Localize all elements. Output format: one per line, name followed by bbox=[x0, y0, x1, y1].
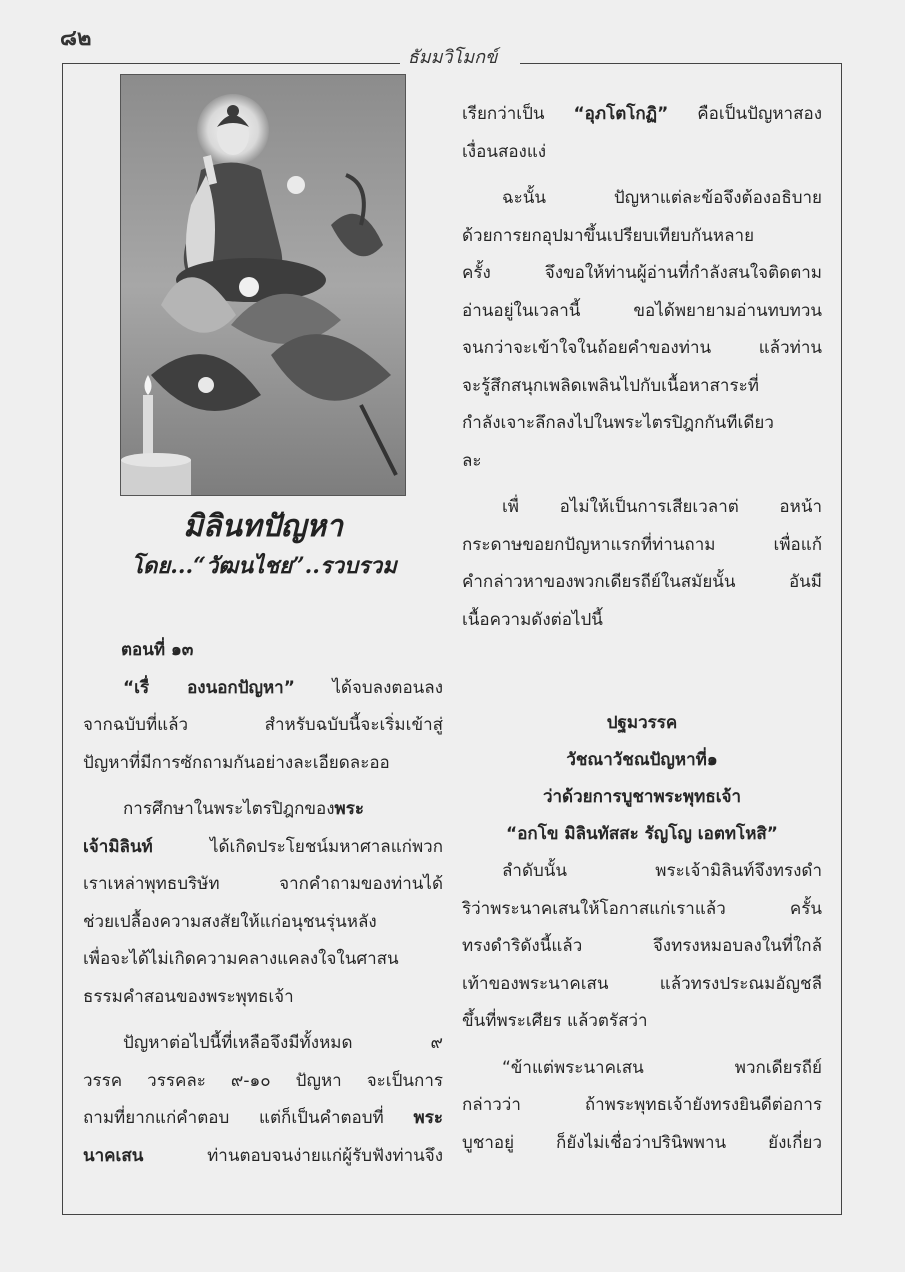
journal-title: ธัมมวิโมกข์ bbox=[407, 47, 498, 68]
paragraph-line: จะรู้สึกสนุกเพลิดเพลินไปกับเนื้อหาสาระที่ bbox=[462, 375, 759, 396]
paragraph-line: กล่าวว่า ถ้าพระพุทธเจ้ายังทรงยินดีต่อการ bbox=[462, 1095, 822, 1115]
paragraph-line: คำกล่าวหาของพวกเดียรถีย์ในสมัยนั้น อันมี bbox=[462, 572, 822, 592]
paragraph-line: “เรื่ องนอกปัญหา” ได้จบลงตอนลง bbox=[123, 677, 443, 698]
paragraph-line: “ข้าแต่พระนาคเสน พวกเดียรถีย์ bbox=[502, 1057, 822, 1078]
right-column bbox=[462, 96, 822, 1162]
chapter-topic: ว่าด้วยการบูชาพระพุทธเจ้า bbox=[542, 787, 742, 807]
paragraph-line: บูชาอยู่ ก็ยังไม่เชื่อว่าปรินิพพาน ยังเกี่ยว bbox=[462, 1132, 822, 1153]
page-number: ๘๒ bbox=[60, 26, 92, 51]
paragraph-line: เรียกว่าเป็น “อุภโตโกฏิ” คือเป็นปัญหาสอง bbox=[462, 104, 822, 124]
paragraph-line: เท้าของพระนาคเสน แล้วทรงประณมอัญชลี bbox=[462, 973, 822, 994]
paragraph-line: ถามที่ยากแก่คำตอบ แต่ก็เป็นคำตอบที่ พระ bbox=[83, 1108, 443, 1128]
paragraph-line: ด้วยการยกอุปมาขึ้นเปรียบเทียบกันหลาย bbox=[462, 225, 755, 246]
left-column bbox=[83, 632, 443, 1175]
paragraph-line: เพื่ อไม่ให้เป็นการเสียเวลาต่ อหน้า bbox=[502, 497, 822, 517]
paragraph-line: เนื้อความดังต่อไปนี้ bbox=[462, 609, 603, 630]
paragraph-line: จนกว่าจะเข้าใจในถ้อยคำของท่าน แล้วท่าน bbox=[462, 338, 822, 358]
paragraph-line: เงื่อนสองแง่ bbox=[462, 141, 547, 162]
paragraph-line: ครั้ง จึงขอให้ท่านผู้อ่านที่กำลังสนใจติดตาม bbox=[462, 263, 822, 283]
article-title: มิลินทปัญหา bbox=[183, 509, 343, 544]
pali-quote: “อกโข มิลินทัสสะ รัญโญ เอตทโหสิ” bbox=[506, 824, 778, 844]
paragraph-line: ฉะนั้น ปัญหาแต่ละข้อจึงต้องอธิบาย bbox=[502, 188, 822, 208]
chapter-subheading: วัชณาวัชณปัญหาที่๑ bbox=[566, 750, 718, 770]
paragraph-line: อ่านอยู่ในเวลานี้ ขอได้พยายามอ่านทบทวน bbox=[462, 300, 822, 321]
paragraph-line: ทรงดำริดังนี้แล้ว จึงทรงหมอบลงในที่ใกล้ bbox=[462, 936, 822, 956]
paragraph-line: กระดาษขอยกปัญหาแรกที่ท่านถาม เพื่อแก้ bbox=[462, 534, 822, 555]
paragraph-line: จากฉบับที่แล้ว สำหรับฉบับนี้จะเริ่มเข้าสู่ bbox=[83, 715, 443, 735]
paragraph-line: เราเหล่าพุทธบริษัท จากคำถามของท่านได้ bbox=[83, 874, 443, 894]
paragraph-line: กำลังเจาะลึกลงไปในพระไตรปิฎกกันทีเดียว bbox=[462, 413, 774, 433]
paragraph-line: ริว่าพระนาคเสนให้โอกาสแก่เราแล้ว ครั้น bbox=[462, 898, 822, 919]
paragraph-line: วรรค วรรคละ ๙-๑๐ ปัญหา จะเป็นการ bbox=[83, 1070, 443, 1091]
paragraph-line: เจ้ามิลินท์ ได้เกิดประโยชน์มหาศาลแก่พวก bbox=[83, 836, 443, 857]
paragraph-line: ธรรมคำสอนของพระพุทธเจ้า bbox=[83, 986, 294, 1007]
paragraph-line: นาคเสน ท่านตอบจนง่ายแก่ผู้รับฟังท่านจึง bbox=[83, 1145, 443, 1166]
article-byline: โดย...“วัฒนไชย”..รวบรวม bbox=[131, 553, 397, 579]
paragraph-line: ลำดับนั้น พระเจ้ามิลินท์จึงทรงดำ bbox=[502, 861, 822, 881]
paragraph-line: การศึกษาในพระไตรปิฎกของพระ bbox=[123, 799, 365, 819]
buddha-image-icon bbox=[121, 75, 406, 496]
paragraph-line: ช่วยเปลื้องความสงสัยให้แก่อนุชนรุ่นหลัง bbox=[83, 911, 377, 932]
paragraph-line: ปัญหาต่อไปนี้ที่เหลือจึงมีทั้งหมด ๙ bbox=[123, 1033, 443, 1053]
buddha-illustration bbox=[120, 74, 406, 496]
paragraph-line: เพื่อจะได้ไม่เกิดความคลางแคลงใจในศาสน bbox=[83, 949, 399, 969]
paragraph-line: ปัญหาที่มีการซักถามกันอย่างละเอียดละออ bbox=[83, 752, 390, 773]
chapter-heading: ปฐมวรรค bbox=[606, 713, 678, 733]
paragraph-line: ละ bbox=[462, 450, 482, 471]
section-heading: ตอนที่ ๑๓ bbox=[121, 640, 194, 660]
paragraph-line: ขึ้นที่พระเศียร แล้วตรัสว่า bbox=[462, 1011, 648, 1031]
